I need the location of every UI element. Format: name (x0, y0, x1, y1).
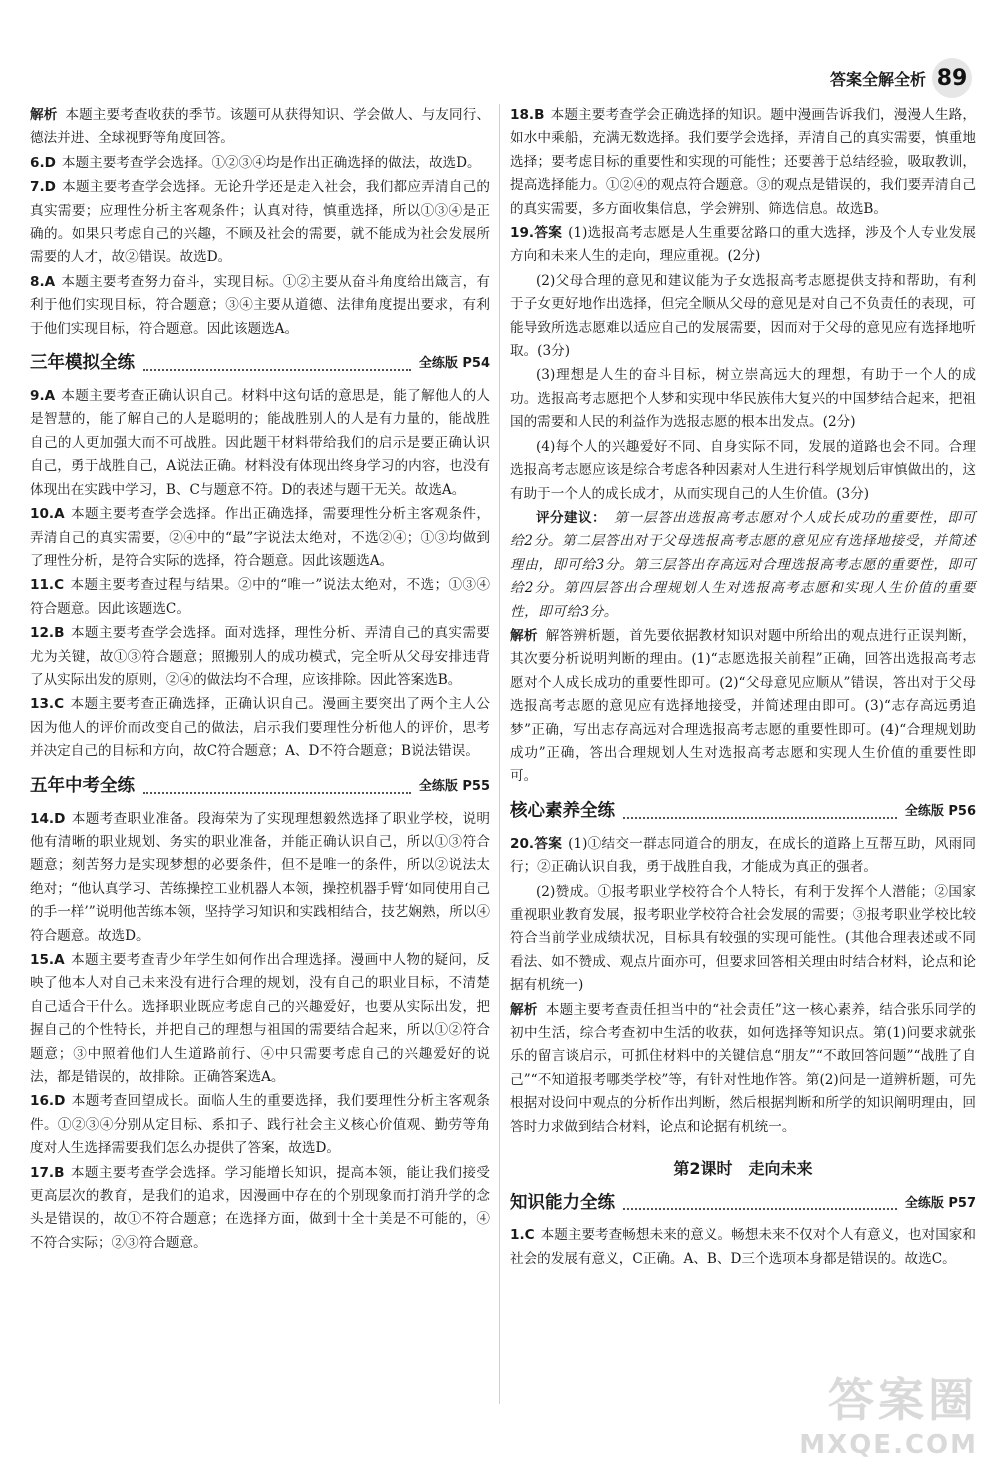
section-page-ref: 全练版 P54 (418, 356, 490, 372)
item-number: 16.D (30, 1093, 66, 1110)
answer-item (30, 808, 490, 948)
item-text: (1)选报高考志愿是人生重要岔路口的重大选择，涉及个人专业发展方向和未来人生的走向，理应重视。(2分) (510, 225, 976, 265)
item-number: 12.B (30, 625, 65, 642)
left-column (30, 104, 490, 1256)
item-text: 本题主要考查畅想未来的意义。畅想未来不仅对个人有意义，也对国家和社会的发展有意义，C正确。A、B、D三个选项本身都是错误的。故选C。 (510, 1227, 976, 1267)
section-heading (30, 351, 490, 377)
section-title: 知识能力全练 (510, 1192, 615, 1213)
item-number: 19.答案 (510, 225, 563, 242)
dotted-leader (143, 780, 411, 794)
answer-item (30, 503, 490, 573)
watermark-line-1: 答案圈 (828, 1373, 978, 1427)
item-number: 9.A (30, 388, 56, 405)
section-page-ref: 全练版 P55 (418, 778, 490, 794)
analysis-text: 本题主要考查收获的季节。该题可从获得知识、学会做人、与友同行、德法并进、全球视野等角度回答。 (30, 107, 491, 147)
item-number: 6.D (30, 154, 56, 171)
column-divider (499, 104, 500, 1404)
item-number: 10.A (30, 506, 65, 523)
item-number: 14.D (30, 810, 66, 827)
section-page-ref: 全练版 P57 (904, 1195, 976, 1211)
analysis-paragraph (510, 625, 976, 789)
item-text: 本题主要考查正确认识自己。材料中这句话的意思是，能了解他人的人是智慧的，能了解自己的人是聪明的；能战胜别人的人是有力量的，能战胜自己的人更加强大而不可战胜。因此题干材料带给我们的启示是要正确认识自己，勇于战胜自己，A说法正确。材料没有体现出终身学习的内容，也没有体现出在实践中学习，B、C与题意不符。D的表述与题干无关。故选A。 (30, 388, 490, 498)
analysis-text: 本题主要考查责任担当中的“社会责任”这一核心素养，结合张乐同学的初中生活，综合考查初中生活的收获，如何选择等知识点。第(1)问要求就张乐的留言谈启示，可抓住材料中的关键信息“朋友”“不敢回答问题”“战胜了自己”“不知道报考哪类学校”等，有针对性地作答。第(2)问是一道辨析题，可先根据对设问中观点的分析作出判断，然后根据判断和所学的知识阐明理由，回答时力求做到结合材料，论点和论据有机统一。 (510, 1001, 977, 1135)
scoring-text: 第一层答出选报高考志愿对个人成长成功的重要性，即可给2分。第二层答出对于父母选报高考志愿的意见应有选择地接受，并简述理由，即可给3分。第三层答出存高远对合理选报高考志愿的重要性，即可给2分。第四层答出合理规划人生对选报高考志愿和实现人生价值的重要性，即可给3分。 (510, 509, 976, 620)
analysis-text: 解答辨析题，首先要依据教材知识对题中所给出的观点进行正误判断，其次要分析说明判断的理由。(1)“志愿选报关前程”正确，回答出选报高考志愿对个人成长成功的重要性即可。(2)“父母意见应顺从”错误，答出对于父母选报高考志愿的意见应有选择地接受，并简述理由即可。(3)“志存高远勇追梦”正确，写出志存高远对合理选报高考志愿的重要性即可。(4)“合理规划助成功”正确，答出合理规划人生对选报高考志愿和实现人生价值的重要性即可。 (510, 627, 977, 785)
item-number: 20.答案 (510, 835, 563, 852)
watermark-line-2: MXQE.COM (799, 1430, 978, 1460)
section-heading (510, 799, 976, 825)
item-text: 本题主要考查正确选择，正确认识自己。漫画主要突出了两个主人公因为他人的评价而改变自己的做法，启示我们要理性分析他人的评价，思考并决定自己的目标和方向，故C符合题意；A、D不符合题意；B说法错误。 (30, 696, 490, 760)
item-text: 本题主要考查学会选择。无论升学还是走入社会，我们都应弄清自己的真实需要；应理性分析主客观条件；认真对待，慎重选择，所以①③④是正确的。如果只考虑自己的兴趣，不顾及社会的需要，就不能成为社会发展所需要的人才，故②错误。故选D。 (30, 179, 490, 266)
section-title: 核心素养全练 (510, 801, 615, 822)
item-text: 本题主要考查青少年学生如何作出合理选择。漫画中人物的疑问，反映了他本人对自己未来没有进行合理的规划，没有自己的职业目标，不清楚自己适合干什么。选择职业既应考虑自己的兴趣爱好，也要从实际出发，把握自己的个性特长，并把自己的理想与祖国的需要结合起来，所以①②符合题意；③中照着他们人生道路前行、④中只需要考虑自己的兴趣爱好的说法，都是错误的，故排除。正确答案选A。 (30, 952, 490, 1086)
section-heading (30, 774, 490, 800)
answer-item (510, 833, 976, 880)
right-column (510, 104, 976, 1272)
page-number: 89 (932, 58, 972, 98)
watermark (799, 1364, 978, 1460)
item-number: 13.C (30, 696, 65, 713)
item-number: 18.B (510, 107, 545, 123)
item-text: (1)①结交一群志同道合的朋友，在成长的道路上互帮互助，风雨同行；②正确认识自我，勇于战胜自我，才能成为真正的强者。 (510, 835, 976, 876)
section-title: 五年中考全练 (30, 775, 135, 796)
dotted-leader (623, 1196, 897, 1210)
item-text: 本题主要考查学会选择。作出正确选择，需要理性分析主客观条件，弄清自己的真实需要，②④中的“最”字说法太绝对，不选②④；①③均做到了理性分析，是符合实际的选择，符合题意。因此该题选A。 (30, 506, 490, 569)
scoring-label: 评分建议： (536, 509, 606, 526)
answer-subpoint: (4)每个人的兴趣爱好不同、自身实际不同，发展的道路也会不同。合理选报高考志愿应该是综合考虑各种因素对人生进行科学规划后审慎做出的，这有助于一个人的成长成才，从而实现自己的人生价值。(3分) (510, 438, 976, 502)
item-text: 本题主要考查学会正确选择的知识。题中漫画告诉我们，漫漫人生路，如水中乘船，充满无数选择。我们要学会选择，弄清自己的真实需要，慎重地选择；要考虑目标的重要性和实现的可能性；还要善于总结经验，吸取教训，提高选择能力。①②④的观点符合题意。③的观点是错误的，我们要弄清自己的真实需要，多方面收集信息，学会辨别、筛选信息。故选B。 (510, 107, 976, 217)
answer-item (30, 1162, 490, 1256)
answer-item (30, 385, 490, 502)
page-header (830, 58, 972, 98)
analysis-label: 解析 (30, 107, 58, 123)
analysis-paragraph (510, 999, 976, 1139)
answer-item (510, 222, 976, 269)
answer-item (30, 1090, 490, 1160)
item-number: 8.A (30, 273, 56, 290)
item-text: 本题主要考查学会选择。学习能增长知识，提高本领，能让我们接受更高层次的教育，是我们的追求，因漫画中存在的个别现象而打消升学的念头是错误的，故①不符合题意；在选择方面，做到十全十美是不可能的，④不符合实际；②③符合题意。 (30, 1164, 490, 1251)
answer-item (30, 574, 490, 621)
dotted-leader (143, 357, 411, 371)
item-number: 17.B (30, 1164, 65, 1181)
dotted-leader (623, 805, 897, 819)
analysis-paragraph (30, 104, 490, 151)
section-page-ref: 全练版 P56 (904, 804, 976, 820)
item-number: 1.C (510, 1227, 535, 1244)
section-heading (510, 1190, 976, 1216)
answer-subpoint: (2)赞成。①报考职业学校符合个人特长，有利于发挥个人潜能；②国家重视职业教育发展，报考职业学校符合社会发展的需要；③报考职业学校比较符合当前学业成绩状况，目标具有较强的实现可能性。(其他合理表述或不同看法、如不赞成、观点片面亦可，但要求回答相关理由时结合材料，论点和论据有机统一) (510, 883, 976, 994)
section-title: 三年模拟全练 (30, 353, 135, 374)
answer-item (30, 152, 490, 175)
item-text: 本题考查回望成长。面临人生的重要选择，我们要理性分析主客观条件。①②③④分别从定目标、系扣子、践行社会主义核心价值观、勤劳等角度对人生选择需要我们怎么办提供了答案，故选D。 (30, 1093, 490, 1157)
answer-item (30, 176, 490, 270)
item-number: 15.A (30, 952, 65, 968)
answer-item (30, 949, 490, 1089)
analysis-label: 解析 (510, 1001, 538, 1018)
lesson-title: 第2课时 走向未来 (673, 1159, 813, 1179)
item-text: 本题主要考查学会选择。①②③④均是作出正确选择的做法，故选D。 (61, 154, 481, 171)
answer-subpoint: (3)理想是人生的奋斗目标，树立崇高远大的理想，有助于一个人的成功。选报高考志愿把个人梦和实现中华民族伟大复兴的中国梦结合起来，把祖国的需要和人民的利益作为选报志愿的根本出发点。(2分) (510, 367, 976, 431)
item-number: 11.C (30, 577, 65, 594)
analysis-label: 解析 (510, 627, 538, 644)
item-text: 本题主要考查学会选择。面对选择，理性分析、弄清自己的真实需要尤为关键，故①③符合题意；照搬别人的成功模式，完全听从父母安排违背了从实际出发的原则，②④的做法均不合理，应该排除。因此答案选B。 (30, 625, 490, 688)
answer-item (510, 104, 976, 221)
answer-item (510, 1224, 976, 1271)
answer-item (30, 622, 490, 692)
item-text: 本题主要考查过程与结果。②中的“唯一”说法太绝对，不选；①③④符合题意。因此该题选C。 (30, 577, 490, 617)
answer-item (30, 693, 490, 763)
scoring-suggestion (510, 507, 976, 624)
item-text: 本题主要考查努力奋斗，实现目标。①②主要从奋斗角度给出箴言，有利于他们实现目标，符合题意；③④主要从道德、法律角度提出要求，有利于他们实现目标，符合题意。因此该题选A。 (30, 273, 490, 337)
answer-item (30, 271, 490, 341)
header-title: 答案全解全析 (829, 69, 926, 89)
item-number: 7.D (30, 179, 56, 196)
answer-subpoint: (2)父母合理的意见和建议能为子女选报高考志愿提供支持和帮助，有利于子女更好地作出选择，但完全顺从父母的意见是对自己不负责任的表现，可能导致所选志愿难以适应自己的发展需要，因而对于父母的意见应有选择地听取。(3分) (510, 272, 976, 360)
item-text: 本题考查职业准备。段海荣为了实现理想毅然选择了职业学校，说明他有清晰的职业规划、务实的职业准备，并能正确认识自己，所以①③符合题意；刻苦努力是实现梦想的必要条件，但不是唯一的条件，所以②说法太绝对；“他认真学习、苦练操控工业机器人本领，操控机器手臂‘如同使用自己的手一样’”说明他苦练本领，坚持学习知识和实践相结合，技艺娴熟，所以④符合题意。故选D。 (30, 810, 490, 944)
